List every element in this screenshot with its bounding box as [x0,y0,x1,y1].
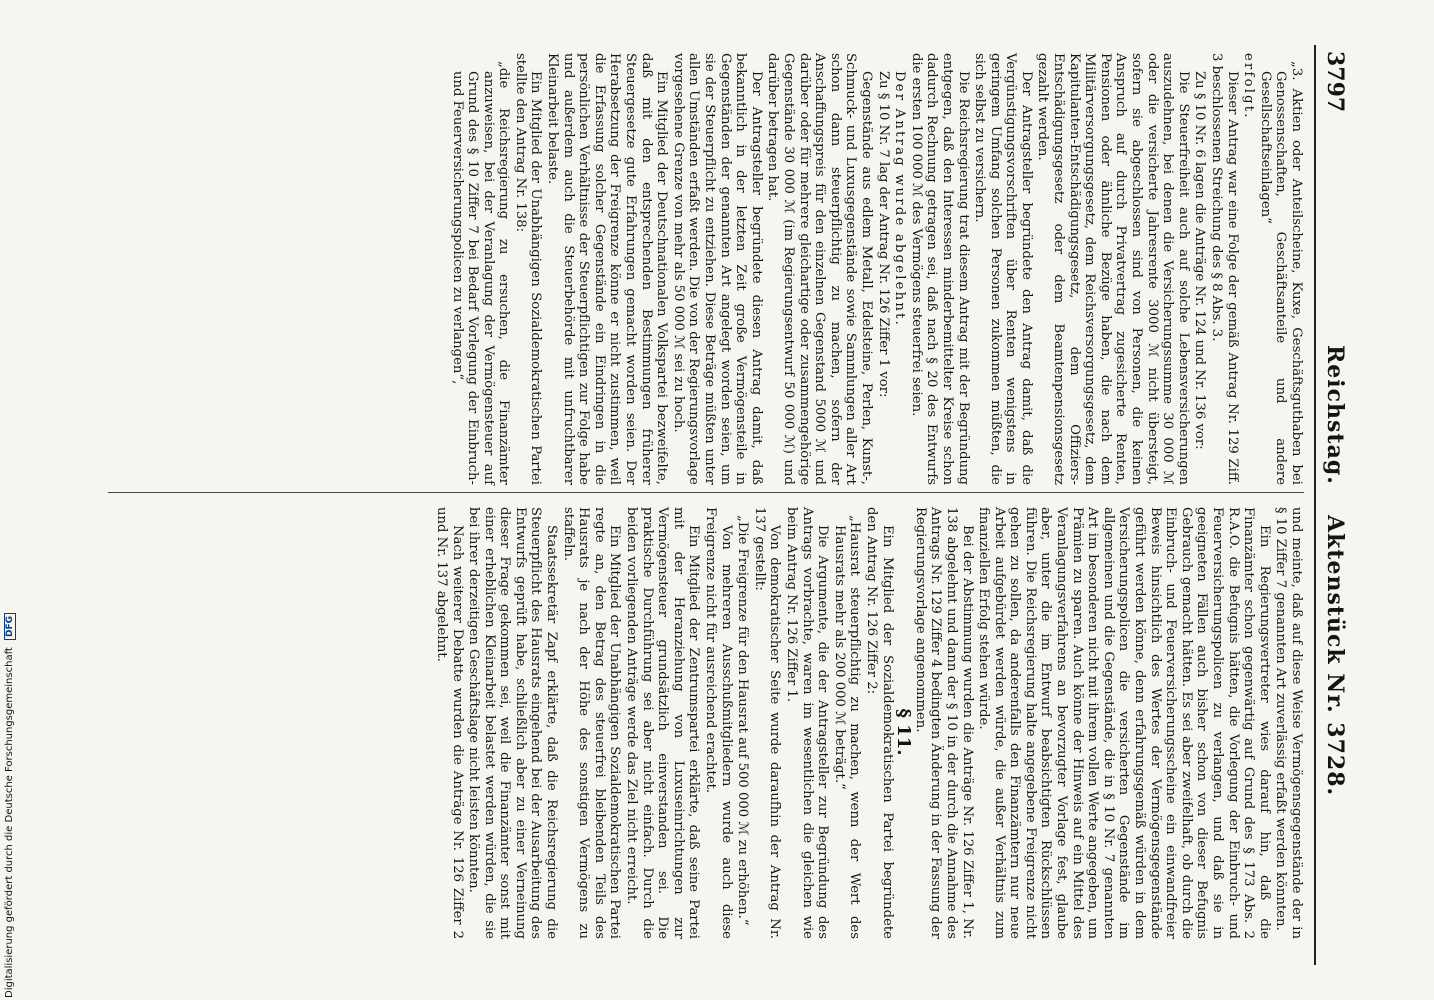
page-header [1314,45,1350,965]
paragraph: „3. Aktien oder Anteilscheine, Kuxe, Geschäftsguthaben bei Genossenschaften, Geschäftsanteile und andere Gesellschaftseinlagen“ [1257,61,1304,485]
paragraph: und meinte, daß auf diese Weise Vermögensgegenstände der in § 10 Ziffer 7 genannten Art zuverlässig erfaßt werden könnten. [1273,507,1304,939]
paragraph: Ein Mitglied der Sozialdemokratischen Partei begründete den Antrag Nr. 126 Ziffer 2: [863,507,895,939]
paragraph: Nach weiterer Debatte wurden die Anträge Nr. 126 Ziffer 2 und Nr. 137 abgelehnt. [433,507,465,939]
paragraph: Der Antrag wurde abgelehnt. [892,71,908,327]
paragraph: „Die Freigrenze für den Hausrat auf 500 000 ℳ zu erhöhen.“ [735,515,751,926]
paragraph: Der Antragsteller begründete den Antrag damit, daß die Vergünstigungsvorschriften über Renten wenigstens in geringem Umfang solchen Personen zukommen müßten, die sich selbst zu versichern. [972,53,1034,485]
paragraph: Von mehreren Ausschußmitgliedern wurde auch diese Freigrenze nicht für ausreichend erachtet. [703,507,734,939]
paragraph: Dieser Antrag war eine Folge der gemäß Antrag Nr. 129 Ziff. 3 beschlossenen Streichung des § 8 Abs. 3. [1209,53,1240,485]
paragraph: Zu § 10 Nr. 6 lagen die Anträge Nr. 124 und Nr. 136 vor: [1192,71,1208,450]
header-title-right: Aktenstück Nr. 3728. [1322,515,1348,797]
paragraph: Bei der Abstimmung wurden die Anträge Nr. 126 Ziffer 1, Nr. 138 abgelehnt und dann der § 10 in der durch die Annahme des Antrags Nr. 129 Ziffer 4 bedingten Änderung in der Fassung der Regierungsvorlage angenommen. [912,507,975,939]
digitization-note-text: Digitalisierung gefördert durch die Deutsche Forschungsgemeinschaft [4,647,15,998]
text-columns [108,45,1304,965]
paragraph: „die Reichsregierung zu ersuchen, die Finanzämter anzuweisen, bei der Veranlagung der Vermögensteuer auf Grund des § 10 Ziffer 7 bei Bedarf Vorlegung der Einbruch- und Feuerversicherungspolicen zu verlangen“, [449,61,512,485]
paragraph: Staatssekretär Zapf erklärte, daß die Reichsregierung die Steuerpflicht des Hausrats eingehend bei der Ausarbeitung des Entwurfs geprüft habe, schließlich aber zu einer Verneinung dieser Frage gekommen sei, weil die Finanzämter sonst mit einer erheblichen Kleinarbeit belastet werden würden, die sie bei ihrer derzeitigen Geschäftslage nicht leisten könnten. [466,507,560,939]
document-sheet [100,45,1350,965]
paragraph: Ein Mitglied der Zentrumspartei erklärte, daß seine Partei mit der Heranziehung von Luxuseinrichtungen zur Vermögensteuer grundsätzlich einverstanden sei. Die praktische Durchführung sei aber nicht einfach. Durch die beiden vorliegenden Anträge werde das Ziel nicht erreicht. [624,507,702,939]
paragraph: Ein Mitglied der Unabhängigen Sozialdemokratischen Partei stellte den Antrag Nr. 138: [512,53,544,485]
dfg-logo: DFG [4,613,16,640]
digitization-note [4,613,16,998]
header-title-left: Reichstag. [1322,345,1348,485]
paragraph: Der Antragsteller begründete diesen Antrag damit, daß bekanntlich in der letzten Zeit große Vermögensteile in Gegenständen der genannten Art angelegt worden seien, um sie der Steuerpflicht zu entziehen. Diese Beträge müßten unter allen Umständen erfaßt werden. Die von der Regierungsvorlage vorgesehene Grenze von mehr als 50 000 ℳ sei zu hoch. [670,53,764,485]
paragraph: Die Steuerfreiheit auch auf solche Lebensversicherungen auszudehnen, bei denen die Versicherungssumme 30 000 ℳ oder die versicherte Jahresrente 3000 ℳ nicht übersteigt, sofern sie abgeschlossen sind von Personen, die keinen Anspruch auf durch Privatvertrag zugesicherte Renten, Pensionen oder ähnliche Bezüge haben, die nach dem Militärversorgungsgesetz, dem Reichsversorgungsgesetz, dem Kapitulanten-Entschädigungsgesetz, dem Offiziers-Entschädigungsgesetz oder dem Beamtenpensionsgesetz gezahlt werden. [1035,53,1191,485]
right-column [108,507,1304,939]
paragraph: Gegenstände aus edlem Metall, Edelsteine, Perlen, Kunst-, Schmuck- und Luxusgegenstände sowie Sammlungen aller Art schon dann steuerpflichtig zu machen, sofern der Anschaffungspreis für den einzelnen Gegenstand 5000 ℳ und darüber oder für mehrere gleichartige oder zusammengehörige Gegenstände 30 000 ℳ (im Regierungsentwurf 50 000 ℳ) und darüber betragen hat. [765,53,874,485]
paragraph: Die Argumente, die der Antragsteller zur Begründung des Antrags vorbrachte, waren im wesentlichen die gleichen wie beim Antrag Nr. 126 Ziffer 1. [784,507,831,939]
page-number: 3797 [1322,51,1348,113]
paragraph: Von demokratischer Seite wurde daraufhin der Antrag Nr. 137 gestellt: [751,507,783,939]
paragraph: Zu § 10 Nr. 7 lag der Antrag Nr. 126 Ziffer 1 vor: [875,71,891,398]
paragraph: Ein Mitglied der Deutschnationalen Volkspartei bezweifelte, daß mit den entsprechenden Bestimmungen früherer Steuergesetze gute Erfahrungen gemacht worden seien. Der Herabsetzung der Freigrenze könne er nicht zustimmen, weil die Erfassung solcher Gegenstände ein Eindringen in die persönlichen Verhältnisse der Steuerpflichtigen zur Folge habe und außerdem auch die Steuerbehörde mit unfruchtbarer Kleinarbeit belaste. [545,53,670,485]
section-heading: § 11. [893,708,915,756]
column-divider [108,492,1304,493]
paragraph: Ein Mitglied der Unabhängigen Sozialdemokratischen Partei regte an, den Betrag des steuerfrei bleibenden Teils des Hausrats je nach der Höhe des sonstigen Vermögens zu staffeln. [560,507,623,939]
paragraph: „Hausrat steuerpflichtig zu machen, wenn der Wert des Hausrats mehr als 200 000 ℳ beträgt.“ [831,515,863,939]
paragraph: Die Reichsregierung trat diesem Antrag mit der Begründung entgegen, daß den Interessen minderbemittelter Kreise schon dadurch Rechnung getragen sei, daß nach § 20 des Entwurfs die ersten 100 000 ℳ des Vermögens steuerfrei seien. [908,53,971,485]
paragraph: Ein Regierungsvertreter wies darauf hin, daß die Finanzämter schon gegenwärtig auf Grund des § 173 Abs. 2 R.A.O. die Befugnis hätten, die Vorlegung der Einbruch- und Feuerversicherungspolicen zu verlangen, und daß sie in geeigneten Fällen auch bisher schon von dieser Befugnis Gebrauch gemacht hätten. Es sei aber zweifelhaft, ob durch die Einbruch- und Feuerversicherungsscheine ein einwandfreier Beweis hinsichtlich des Wertes der Vermögensgegenstände geführt werden könne, denn erfahrungsgemäß würden in dem Versicherungspolicen die versicherten Gegenstände im allgemeinen und die Gegenstände, die in § 10 Nr. 7 genannten Art im besonderen nicht mit ihrem vollen Werte angegeben, um Prämien zu sparen. Auch könne der Hinweis auf ein Mittel des Veranlagungsverfahrens an bevorzugter Vorlage fest, glaube aber, unter die im Entwurf beabsichtigten Rückschlüssen führen. Die Reichsregierung halte angegebene Freigrenze nicht gehen zu sollen, da anderenfalls den Finanzämtern nur neue Arbeit aufgebürdet werden würde, die außer Verhältnis zum finanziellen Erfolg stehen würde. [976,507,1272,939]
left-column [108,53,1304,485]
paragraph: erfolgt. [1241,53,1257,120]
